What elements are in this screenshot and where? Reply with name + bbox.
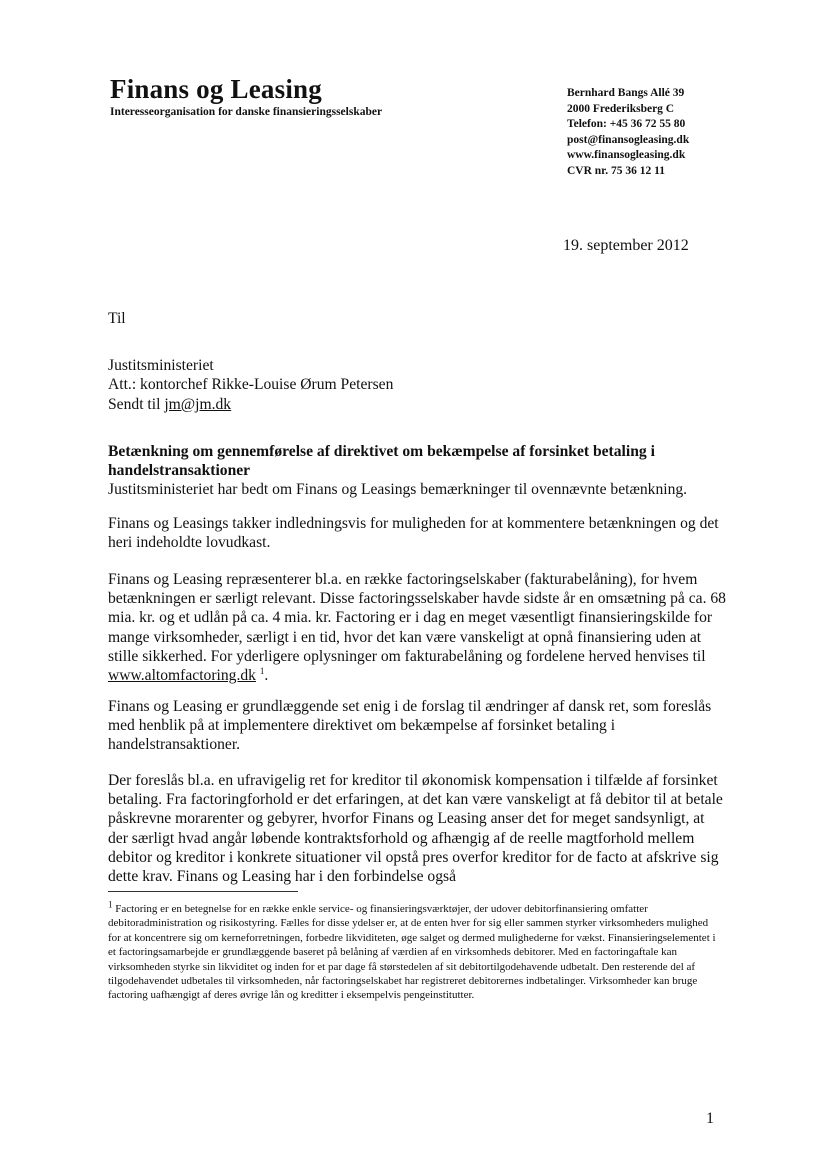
organization-subtitle: Interesseorganisation for danske finansieringsselskaber: [110, 106, 383, 118]
footnote: [108, 899, 718, 1003]
paragraph-3: Finans og Leasing er grundlæggende set enig i de forslag til ændringer af dansk ret, som foreslås med henblik på at implementere direktivet om bekæmpelse af forsinket betaling i handelstransaktioner.: [108, 698, 712, 754]
recipient-name: Justitsministeriet: [108, 357, 214, 375]
recipient-block: [108, 309, 393, 414]
paragraph-2: [108, 570, 728, 685]
contact-phone: Telefon: +45 36 72 55 80: [567, 118, 686, 130]
contact-email: post@finansogleasing.dk: [567, 133, 690, 146]
contact-address: Bernhard Bangs Allé 39: [567, 87, 685, 99]
altomfactoring-link[interactable]: www.altomfactoring.dk: [108, 667, 256, 685]
letter-date: 19. september 2012: [563, 237, 689, 254]
sent-prefix: Sendt til: [108, 395, 165, 413]
contact-cvr: CVR nr. 75 36 12 11: [567, 164, 665, 177]
paragraph-4: Der foreslås bl.a. en ufravigelig ret for kreditor til økonomisk kompensation i tilfælde af forsinket betaling. Fra factoringforhold er det erfaringen, at det kan være vanskeligt at få debitor til at betale påskrevne morarenter og gebyrer, hvorfor Finans og Leasing anser det for meget sandsynligt, at der særligt hvad angår løbende kontraktsforhold og afhængig af de reelle magtforhold mellem debitor og kreditor i konkrete situationer vil opstå pres overfor kreditor for de facto at afskrive sig dette krav. Finans og Leasing har i den forbindelse også: [108, 772, 723, 886]
organization-name: Finans og Leasing: [110, 74, 322, 104]
footnote-ref[interactable]: 1: [259, 665, 265, 676]
paragraph-1: Finans og Leasings takker indledningsvis for muligheden for at kommentere betænkningen og det heri indeholdte lovudkast.: [108, 515, 719, 552]
paragraph-2-text: Finans og Leasing repræsenterer bl.a. en række factoringselskaber (fakturabelåning), for hvem betænkningen er særligt relevant. Disse factoringsselskaber havde sidste år en omsætning på ca. 68 mia. kr. og et udlån på ca. 4 mia. kr. Factoring er i dag en meget væsentligt finansieringskilde for mange virksomheder, særligt i en tid, hvor det kan være vanskeligt at opnå finansiering uden at stille sikkerhed. For yderligere oplysninger om fakturabelåning og fordelene herved henvises til: [108, 571, 726, 665]
footnote-divider: [108, 891, 298, 892]
contact-city: 2000 Frederiksberg C: [567, 102, 675, 115]
footnote-text: Factoring er en betegnelse for en række enkle service- og finansieringsværktøjer, der udover debitorfinansiering omfatter debitoradministration og risikostyring. Fælles for disse ydelser er, at de enten hver for sig eller sammen styrker virksomheders mulighed for at koncentrere sig om kerneforretningen, forbedre likviditeten, øge salget og dermed mulighederne for vækst. Finansieringselementet i et factoringsamarbejde er grundlæggende baseret på belåning af værdien af en virksomheds debitorer. Med en factoringaftale kan virksomheden styrke sin likviditet og inden for et par dage få størstedelen af sit debitortilgodehavende udbetalt. Den resterende del af tilgodehavendet udbetales til virksomheden, når factoringselskabet har registreret debitorernes indbetalinger. Virksomheder kan bruge factoring uafhængigt af deres øvrige lån og kreditter i eksempelvis pengeinstitutter.: [108, 903, 716, 1002]
paragraph-2-end: .: [264, 667, 269, 685]
subject-block: [108, 442, 728, 500]
contact-website: www.finansogleasing.dk: [567, 149, 686, 161]
recipient-attention: Att.: kontorchef Rikke-Louise Ørum Petersen: [108, 376, 394, 394]
recipient-to: Til: [108, 310, 126, 327]
page-number: 1: [706, 1110, 714, 1127]
recipient-email-link[interactable]: jm@jm.dk: [164, 395, 232, 413]
subject-intro: Justitsministeriet har bedt om Finans og Leasings bemærkninger til ovennævnte betænkning.: [108, 481, 688, 499]
footnote-number: 1: [108, 899, 113, 910]
subject-heading: Betænkning om gennemførelse af direktivet om bekæmpelse af forsinket betaling i handelstransaktioner: [108, 443, 655, 480]
contact-block: [567, 86, 689, 179]
recipient-sent-line: [108, 395, 393, 414]
